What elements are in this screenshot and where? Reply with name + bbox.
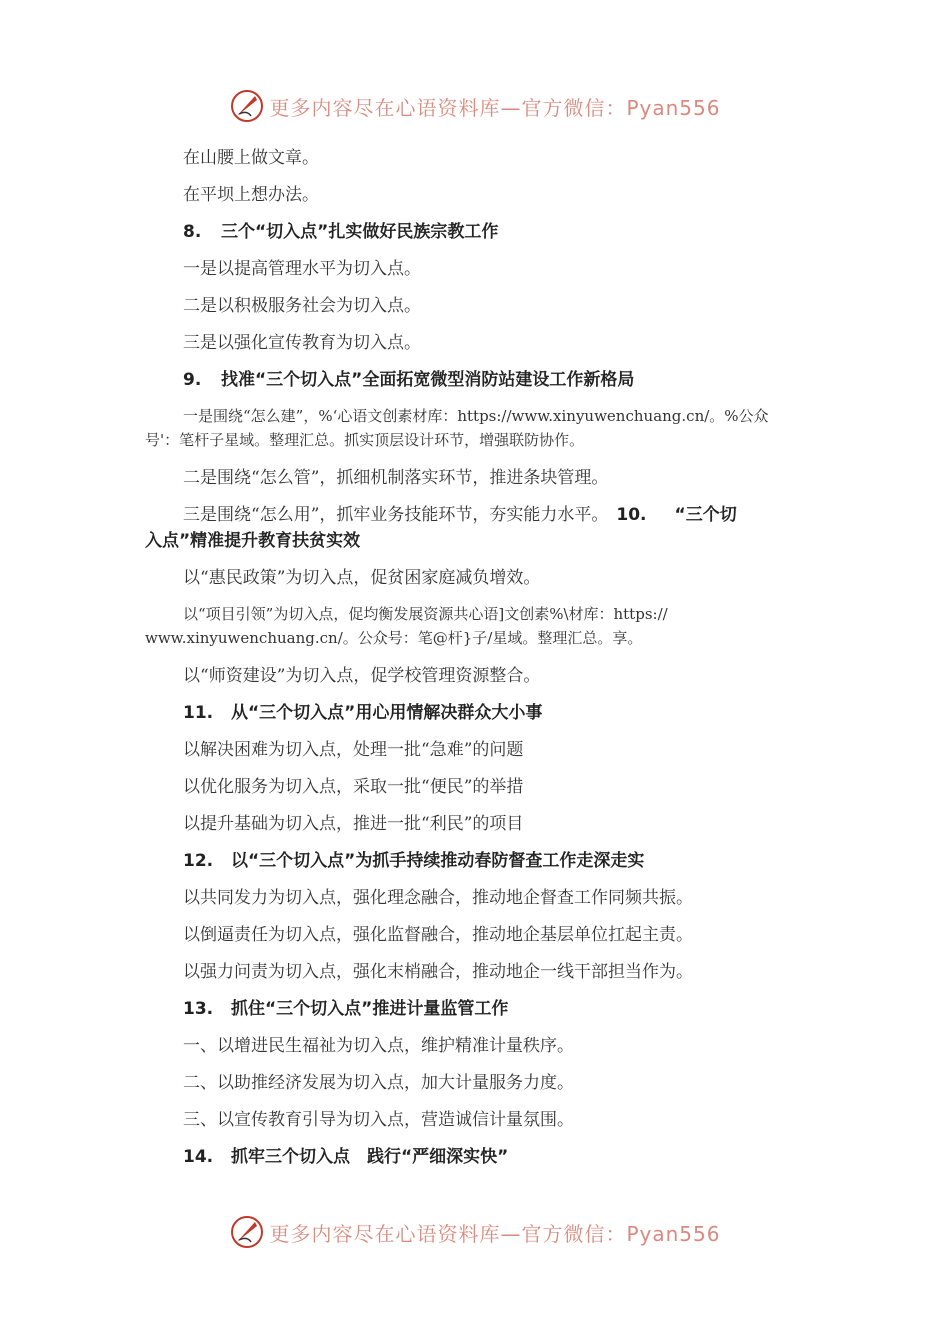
section-heading-10: 入点”精准提升教育扶贫实效 bbox=[145, 531, 361, 551]
text-line: 以优化服务为切入点，采取一批“便民”的举措 bbox=[183, 777, 524, 797]
text-line: 以强力问责为切入点，强化末梢融合，推动地企一线干部担当作为。 bbox=[183, 962, 693, 982]
section-heading-13: 13. 抓住“三个切入点”推进计量监管工作 bbox=[183, 999, 509, 1019]
text-line: www.xinyuwenchuang.cn/。公众号：笔@杆}子/星域。整理汇总。享。 bbox=[145, 629, 643, 647]
text-line: 三是以强化宣传教育为切入点。 bbox=[183, 333, 421, 353]
text-line: 号'：笔杆子星域。整理汇总。抓实顶层设计环节，增强联防协作。 bbox=[145, 431, 585, 449]
text-line: 以共同发力为切入点，强化理念融合，推动地企督查工作同频共振。 bbox=[183, 888, 693, 908]
text-line: 在平坝上想办法。 bbox=[183, 185, 319, 205]
section-heading-9: 9. 找准“三个切入点”全面拓宽微型消防站建设工作新格局 bbox=[183, 370, 635, 390]
section-heading-12: 12. 以“三个切入点”为抓手持续推动春防督查工作走深走实 bbox=[183, 851, 645, 871]
text-line: 以提升基础为切入点，推进一批“利民”的项目 bbox=[183, 814, 524, 834]
text-line: 在山腰上做文章。 bbox=[183, 148, 319, 168]
text-line: 一是以提高管理水平为切入点。 bbox=[183, 259, 421, 279]
text-line: 二是围绕“怎么管”，抓细机制落实环节，推进条块管理。 bbox=[183, 468, 609, 488]
section-heading-8: 8. 三个“切入点”扎实做好民族宗教工作 bbox=[183, 222, 499, 242]
watermark-text: 更多内容尽在心语资料库—官方微信：Pyan556 bbox=[269, 95, 721, 120]
text-line: 二是以积极服务社会为切入点。 bbox=[183, 296, 421, 316]
watermark-footer bbox=[0, 1212, 950, 1252]
quill-logo-icon bbox=[229, 88, 265, 124]
text-line: 以解决困难为切入点，处理一批“急难”的问题 bbox=[183, 740, 524, 760]
text-line: 三、以宣传教育引导为切入点，营造诚信计量氛围。 bbox=[183, 1110, 574, 1130]
text-line: 三是围绕“怎么用”，抓牢业务技能环节，夯实能力水平。 10. “三个切 bbox=[183, 505, 737, 525]
text-line: 一、以增进民生福祉为切入点，维护精准计量秩序。 bbox=[183, 1036, 574, 1056]
text-line: 以倒逼责任为切入点，强化监督融合，推动地企基层单位扛起主责。 bbox=[183, 925, 693, 945]
text-line: 二、以助推经济发展为切入点，加大计量服务力度。 bbox=[183, 1073, 574, 1093]
watermark-text: 更多内容尽在心语资料库—官方微信：Pyan556 bbox=[269, 1221, 721, 1246]
text-line: 以“惠民政策”为切入点，促贫困家庭减负增效。 bbox=[183, 568, 541, 588]
quill-logo-icon bbox=[229, 1214, 265, 1250]
text-line: 一是围绕“怎么建”，%‘心语文创素材库：https://www.xinyuwenchuang.cn/。%公众 bbox=[183, 407, 769, 425]
section-heading-11: 11. 从“三个切入点”用心用情解决群众大小事 bbox=[183, 703, 543, 723]
text-line: 以“师资建设”为切入点，促学校管理资源整合。 bbox=[183, 666, 541, 686]
text-line: 以“项目引领”为切入点，促均衡发展资源共心语]文创素%\材库：https:// bbox=[183, 605, 668, 623]
section-heading-14: 14. 抓牢三个切入点 践行“严细深实快” bbox=[183, 1147, 509, 1167]
watermark-header bbox=[0, 86, 950, 126]
